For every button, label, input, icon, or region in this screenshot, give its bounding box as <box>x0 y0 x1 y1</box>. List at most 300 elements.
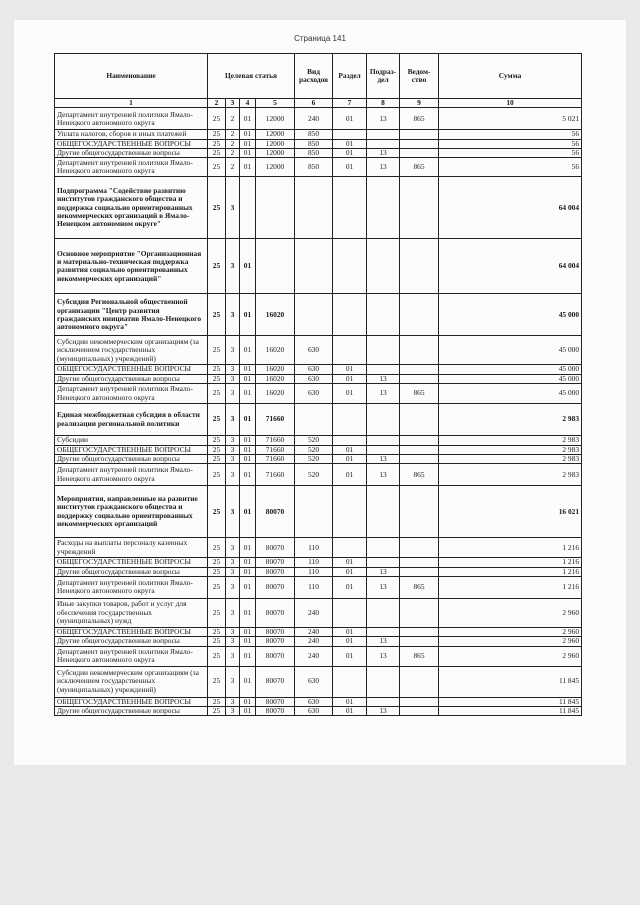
cell-subprogram: 3 <box>226 538 240 558</box>
table-row <box>55 436 582 445</box>
cell-sum: 45 000 <box>439 294 582 336</box>
cell-event: 01 <box>240 627 256 636</box>
cell-direction: 80070 <box>256 558 295 567</box>
table-row <box>55 627 582 636</box>
cell-expense-type: 110 <box>295 576 333 598</box>
cell-sum: 56 <box>439 139 582 148</box>
cell-expense-type: 630 <box>295 666 333 697</box>
cell-event: 01 <box>240 374 256 383</box>
cell-direction: 16020 <box>256 336 295 365</box>
cell-event: 01 <box>240 158 256 177</box>
header-department: Ведом-ство <box>400 54 439 99</box>
cell-sum: 11 845 <box>439 697 582 706</box>
cell-program: 25 <box>208 294 226 336</box>
cell-event: 01 <box>240 108 256 130</box>
cell-program: 25 <box>208 627 226 636</box>
cell-expense-type <box>295 486 333 538</box>
cell-sum: 2 960 <box>439 627 582 636</box>
cell-event: 01 <box>240 365 256 374</box>
cell-name: ОБЩЕГОСУДАРСТВЕННЫЕ ВОПРОСЫ <box>55 558 208 567</box>
table-row <box>55 598 582 627</box>
cell-department: 865 <box>400 158 439 177</box>
cell-name: Субсидия Региональной общественной организации "Центр развития гражданских инициатив Ямало-Ненецкого автономного округа" <box>55 294 208 336</box>
cell-subsection: 13 <box>367 158 400 177</box>
cell-expense-type: 240 <box>295 108 333 130</box>
cell-expense-type: 630 <box>295 697 333 706</box>
cell-program: 25 <box>208 177 226 239</box>
cell-department <box>400 149 439 158</box>
table-row <box>55 139 582 148</box>
cell-section: 01 <box>333 637 367 646</box>
cell-name: Субсидии некоммерческим организациям (за исключением государственных (муниципальных) учреждений) <box>55 336 208 365</box>
cell-sum: 45 000 <box>439 374 582 383</box>
cell-expense-type: 240 <box>295 637 333 646</box>
table-row <box>55 567 582 576</box>
cell-expense-type: 520 <box>295 445 333 454</box>
cell-event: 01 <box>240 538 256 558</box>
cell-program: 25 <box>208 464 226 486</box>
cell-subsection <box>367 598 400 627</box>
cell-event: 01 <box>240 130 256 139</box>
cell-subsection <box>367 445 400 454</box>
cell-program: 25 <box>208 707 226 716</box>
cell-department <box>400 567 439 576</box>
cell-department <box>400 598 439 627</box>
cell-expense-type <box>295 177 333 239</box>
cell-sum: 11 845 <box>439 707 582 716</box>
table-header-row <box>55 54 582 99</box>
cell-subprogram: 3 <box>226 436 240 445</box>
cell-direction: 71660 <box>256 436 295 445</box>
cell-department <box>400 486 439 538</box>
cell-sum: 2 960 <box>439 646 582 666</box>
cell-subsection: 13 <box>367 454 400 463</box>
table-row <box>55 239 582 294</box>
table-row <box>55 454 582 463</box>
cell-program: 25 <box>208 436 226 445</box>
cell-expense-type: 630 <box>295 336 333 365</box>
cell-sum: 56 <box>439 149 582 158</box>
cell-expense-type: 630 <box>295 707 333 716</box>
cell-direction: 16020 <box>256 384 295 404</box>
cell-department <box>400 336 439 365</box>
cell-section: 01 <box>333 454 367 463</box>
cell-name: ОБЩЕГОСУДАРСТВЕННЫЕ ВОПРОСЫ <box>55 139 208 148</box>
cell-direction: 80070 <box>256 486 295 538</box>
cell-direction: 71660 <box>256 454 295 463</box>
table-row <box>55 294 582 336</box>
column-number-row <box>55 99 582 108</box>
cell-name: Департамент внутренней политики Ямало-Ненецкого автономного округа <box>55 158 208 177</box>
budget-table <box>54 53 582 716</box>
cell-direction: 12000 <box>256 130 295 139</box>
cell-direction: 12000 <box>256 108 295 130</box>
cell-event: 01 <box>240 384 256 404</box>
table-row <box>55 177 582 239</box>
cell-subprogram: 3 <box>226 627 240 636</box>
cell-name: Иные закупки товаров, работ и услуг для обеспечения государственных (муниципальных) нужд <box>55 598 208 627</box>
cell-direction: 12000 <box>256 139 295 148</box>
cell-subprogram: 3 <box>226 365 240 374</box>
cell-department <box>400 294 439 336</box>
cell-name: Другие общегосударственные вопросы <box>55 567 208 576</box>
cell-subsection <box>367 697 400 706</box>
cell-expense-type: 850 <box>295 130 333 139</box>
cell-event: 01 <box>240 294 256 336</box>
cell-subprogram: 2 <box>226 139 240 148</box>
cell-department <box>400 177 439 239</box>
cell-department <box>400 627 439 636</box>
cell-name: ОБЩЕГОСУДАРСТВЕННЫЕ ВОПРОСЫ <box>55 627 208 636</box>
cell-direction: 12000 <box>256 158 295 177</box>
cell-direction: 71660 <box>256 445 295 454</box>
cell-event: 01 <box>240 558 256 567</box>
cell-section <box>333 486 367 538</box>
cell-program: 25 <box>208 374 226 383</box>
cell-section: 01 <box>333 445 367 454</box>
cell-event <box>240 177 256 239</box>
cell-subprogram: 3 <box>226 598 240 627</box>
cell-program: 25 <box>208 384 226 404</box>
cell-name: Другие общегосударственные вопросы <box>55 149 208 158</box>
cell-subsection <box>367 239 400 294</box>
cell-department <box>400 637 439 646</box>
cell-subprogram: 3 <box>226 464 240 486</box>
cell-event: 01 <box>240 464 256 486</box>
table-row <box>55 149 582 158</box>
col-number: 5 <box>256 99 295 108</box>
cell-program: 25 <box>208 558 226 567</box>
cell-expense-type: 240 <box>295 598 333 627</box>
cell-program: 25 <box>208 130 226 139</box>
cell-subprogram: 3 <box>226 576 240 598</box>
cell-name: Департамент внутренней политики Ямало-Ненецкого автономного округа <box>55 646 208 666</box>
cell-section <box>333 294 367 336</box>
cell-sum: 45 000 <box>439 336 582 365</box>
col-number: 7 <box>333 99 367 108</box>
cell-subprogram: 3 <box>226 177 240 239</box>
cell-subsection: 13 <box>367 646 400 666</box>
cell-sum: 45 000 <box>439 384 582 404</box>
table-row <box>55 486 582 538</box>
cell-department: 865 <box>400 384 439 404</box>
cell-direction: 80070 <box>256 576 295 598</box>
cell-subsection <box>367 436 400 445</box>
cell-direction: 80070 <box>256 627 295 636</box>
table-row <box>55 108 582 130</box>
cell-program: 25 <box>208 637 226 646</box>
cell-subprogram: 2 <box>226 108 240 130</box>
table-row <box>55 158 582 177</box>
table-row <box>55 697 582 706</box>
cell-section: 01 <box>333 558 367 567</box>
cell-event: 01 <box>240 697 256 706</box>
cell-event: 01 <box>240 404 256 436</box>
cell-program: 25 <box>208 538 226 558</box>
table-row <box>55 666 582 697</box>
cell-sum: 2 983 <box>439 436 582 445</box>
cell-name: Расходы на выплаты персоналу казенных учреждений <box>55 538 208 558</box>
cell-section: 01 <box>333 464 367 486</box>
cell-subprogram: 3 <box>226 294 240 336</box>
cell-section <box>333 336 367 365</box>
table-row <box>55 558 582 567</box>
cell-subprogram: 3 <box>226 454 240 463</box>
cell-section <box>333 538 367 558</box>
cell-subprogram: 3 <box>226 697 240 706</box>
table-row <box>55 538 582 558</box>
cell-expense-type: 630 <box>295 365 333 374</box>
cell-sum: 64 004 <box>439 177 582 239</box>
cell-sum: 2 960 <box>439 637 582 646</box>
cell-direction: 80070 <box>256 598 295 627</box>
cell-name: ОБЩЕГОСУДАРСТВЕННЫЕ ВОПРОСЫ <box>55 697 208 706</box>
cell-program: 25 <box>208 486 226 538</box>
cell-section: 01 <box>333 365 367 374</box>
cell-name: ОБЩЕГОСУДАРСТВЕННЫЕ ВОПРОСЫ <box>55 365 208 374</box>
document-page <box>14 20 626 765</box>
cell-sum: 2 983 <box>439 454 582 463</box>
cell-expense-type: 110 <box>295 538 333 558</box>
header-target-article: Целевая статья <box>208 54 295 99</box>
cell-name: ОБЩЕГОСУДАРСТВЕННЫЕ ВОПРОСЫ <box>55 445 208 454</box>
cell-program: 25 <box>208 404 226 436</box>
table-row <box>55 445 582 454</box>
cell-department: 865 <box>400 646 439 666</box>
cell-direction: 12000 <box>256 149 295 158</box>
cell-program: 25 <box>208 697 226 706</box>
cell-direction <box>256 177 295 239</box>
cell-direction: 80070 <box>256 707 295 716</box>
cell-sum: 11 845 <box>439 666 582 697</box>
table-row <box>55 374 582 383</box>
cell-name: Основное мероприятие "Организационная и материально-техническая поддержка развития социально ориентированных некоммерческих организаций" <box>55 239 208 294</box>
cell-department <box>400 239 439 294</box>
cell-subsection <box>367 538 400 558</box>
cell-name: Уплата налогов, сборов и иных платежей <box>55 130 208 139</box>
cell-subsection: 13 <box>367 464 400 486</box>
cell-department <box>400 558 439 567</box>
cell-section <box>333 177 367 239</box>
cell-expense-type <box>295 404 333 436</box>
cell-event: 01 <box>240 149 256 158</box>
cell-event: 01 <box>240 637 256 646</box>
cell-sum: 2 983 <box>439 445 582 454</box>
cell-expense-type: 520 <box>295 454 333 463</box>
table-row <box>55 365 582 374</box>
cell-program: 25 <box>208 454 226 463</box>
cell-subsection <box>367 177 400 239</box>
cell-department <box>400 697 439 706</box>
cell-subsection: 13 <box>367 637 400 646</box>
cell-department: 865 <box>400 464 439 486</box>
cell-subprogram: 3 <box>226 374 240 383</box>
cell-subprogram: 3 <box>226 404 240 436</box>
cell-event: 01 <box>240 436 256 445</box>
cell-sum: 16 021 <box>439 486 582 538</box>
cell-department <box>400 365 439 374</box>
cell-event: 01 <box>240 567 256 576</box>
cell-direction <box>256 239 295 294</box>
cell-direction: 80070 <box>256 697 295 706</box>
header-section: Раздел <box>333 54 367 99</box>
cell-name: Подпрограмма "Содействие развитию институтов гражданского общества и поддержка социально ориентированных некоммерческих организаций в Ямало-Ненецком автономном округе" <box>55 177 208 239</box>
cell-name: Субсидии некоммерческим организациям (за исключением государственных (муниципальных) учреждений) <box>55 666 208 697</box>
cell-section: 01 <box>333 697 367 706</box>
cell-subprogram: 3 <box>226 239 240 294</box>
cell-sum: 64 004 <box>439 239 582 294</box>
cell-direction: 16020 <box>256 365 295 374</box>
cell-subsection: 13 <box>367 576 400 598</box>
cell-subsection <box>367 365 400 374</box>
cell-section: 01 <box>333 158 367 177</box>
cell-direction: 80070 <box>256 666 295 697</box>
cell-sum: 5 021 <box>439 108 582 130</box>
col-number: 9 <box>400 99 439 108</box>
cell-sum: 56 <box>439 158 582 177</box>
col-number: 3 <box>226 99 240 108</box>
cell-expense-type <box>295 294 333 336</box>
cell-subprogram: 3 <box>226 567 240 576</box>
cell-sum: 2 960 <box>439 598 582 627</box>
cell-section: 01 <box>333 108 367 130</box>
cell-expense-type: 850 <box>295 158 333 177</box>
table-row <box>55 637 582 646</box>
cell-section: 01 <box>333 646 367 666</box>
cell-subprogram: 3 <box>226 384 240 404</box>
table-row <box>55 576 582 598</box>
cell-expense-type: 240 <box>295 627 333 636</box>
cell-program: 25 <box>208 646 226 666</box>
cell-sum: 1 216 <box>439 576 582 598</box>
cell-sum: 56 <box>439 130 582 139</box>
cell-name: Департамент внутренней политики Ямало-Ненецкого автономного округа <box>55 576 208 598</box>
cell-expense-type: 110 <box>295 558 333 567</box>
cell-department <box>400 707 439 716</box>
cell-subprogram: 3 <box>226 707 240 716</box>
cell-program: 25 <box>208 666 226 697</box>
cell-department <box>400 374 439 383</box>
cell-subprogram: 3 <box>226 486 240 538</box>
cell-event: 01 <box>240 707 256 716</box>
cell-subsection: 13 <box>367 384 400 404</box>
cell-sum: 2 983 <box>439 404 582 436</box>
cell-subsection: 13 <box>367 149 400 158</box>
table-row <box>55 130 582 139</box>
header-name: Наименование <box>55 54 208 99</box>
cell-section <box>333 436 367 445</box>
cell-subprogram: 3 <box>226 637 240 646</box>
cell-subprogram: 3 <box>226 666 240 697</box>
cell-section <box>333 666 367 697</box>
cell-section <box>333 239 367 294</box>
cell-subprogram: 3 <box>226 558 240 567</box>
cell-department <box>400 445 439 454</box>
cell-name: Другие общегосударственные вопросы <box>55 637 208 646</box>
cell-program: 25 <box>208 365 226 374</box>
cell-department <box>400 538 439 558</box>
cell-section: 01 <box>333 567 367 576</box>
cell-expense-type: 520 <box>295 436 333 445</box>
cell-direction: 80070 <box>256 538 295 558</box>
cell-name: Мероприятия, направленные на развитие институтов гражданского общества и поддержку социально ориентированных некоммерческих организаций <box>55 486 208 538</box>
table-row <box>55 646 582 666</box>
cell-subprogram: 2 <box>226 149 240 158</box>
cell-name: Департамент внутренней политики Ямало-Ненецкого автономного округа <box>55 384 208 404</box>
cell-event: 01 <box>240 139 256 148</box>
cell-event: 01 <box>240 336 256 365</box>
cell-subprogram: 2 <box>226 130 240 139</box>
cell-name: Единая межбюджетная субсидия в области реализации региональной политики <box>55 404 208 436</box>
cell-subsection <box>367 130 400 139</box>
cell-program: 25 <box>208 149 226 158</box>
cell-expense-type: 520 <box>295 464 333 486</box>
cell-subsection <box>367 336 400 365</box>
cell-section: 01 <box>333 384 367 404</box>
cell-department: 865 <box>400 108 439 130</box>
header-sum: Сумма <box>439 54 582 99</box>
cell-direction: 16020 <box>256 294 295 336</box>
cell-program: 25 <box>208 567 226 576</box>
cell-section <box>333 130 367 139</box>
cell-program: 25 <box>208 239 226 294</box>
cell-subsection <box>367 627 400 636</box>
cell-program: 25 <box>208 158 226 177</box>
cell-event: 01 <box>240 666 256 697</box>
cell-direction: 80070 <box>256 637 295 646</box>
cell-direction: 71660 <box>256 464 295 486</box>
cell-event: 01 <box>240 576 256 598</box>
table-row <box>55 404 582 436</box>
cell-direction: 80070 <box>256 567 295 576</box>
cell-event: 01 <box>240 445 256 454</box>
cell-program: 25 <box>208 139 226 148</box>
cell-subsection: 13 <box>367 108 400 130</box>
cell-direction: 71660 <box>256 404 295 436</box>
cell-program: 25 <box>208 108 226 130</box>
col-number: 8 <box>367 99 400 108</box>
cell-section: 01 <box>333 627 367 636</box>
cell-direction: 80070 <box>256 646 295 666</box>
cell-expense-type: 240 <box>295 646 333 666</box>
cell-sum: 1 216 <box>439 538 582 558</box>
cell-program: 25 <box>208 336 226 365</box>
cell-subsection <box>367 486 400 538</box>
cell-section: 01 <box>333 374 367 383</box>
cell-subsection <box>367 666 400 697</box>
cell-expense-type: 630 <box>295 384 333 404</box>
cell-department <box>400 139 439 148</box>
table-row <box>55 384 582 404</box>
cell-department: 865 <box>400 576 439 598</box>
cell-name: Субсидии <box>55 436 208 445</box>
cell-subsection: 13 <box>367 374 400 383</box>
cell-direction: 16020 <box>256 374 295 383</box>
cell-event: 01 <box>240 598 256 627</box>
cell-expense-type: 630 <box>295 374 333 383</box>
cell-subprogram: 3 <box>226 445 240 454</box>
cell-section <box>333 598 367 627</box>
cell-sum: 1 216 <box>439 558 582 567</box>
cell-subsection <box>367 139 400 148</box>
cell-name: Другие общегосударственные вопросы <box>55 454 208 463</box>
header-expense-type: Вид расходов <box>295 54 333 99</box>
cell-program: 25 <box>208 576 226 598</box>
cell-department <box>400 130 439 139</box>
cell-program: 25 <box>208 445 226 454</box>
cell-department <box>400 666 439 697</box>
cell-event: 01 <box>240 486 256 538</box>
